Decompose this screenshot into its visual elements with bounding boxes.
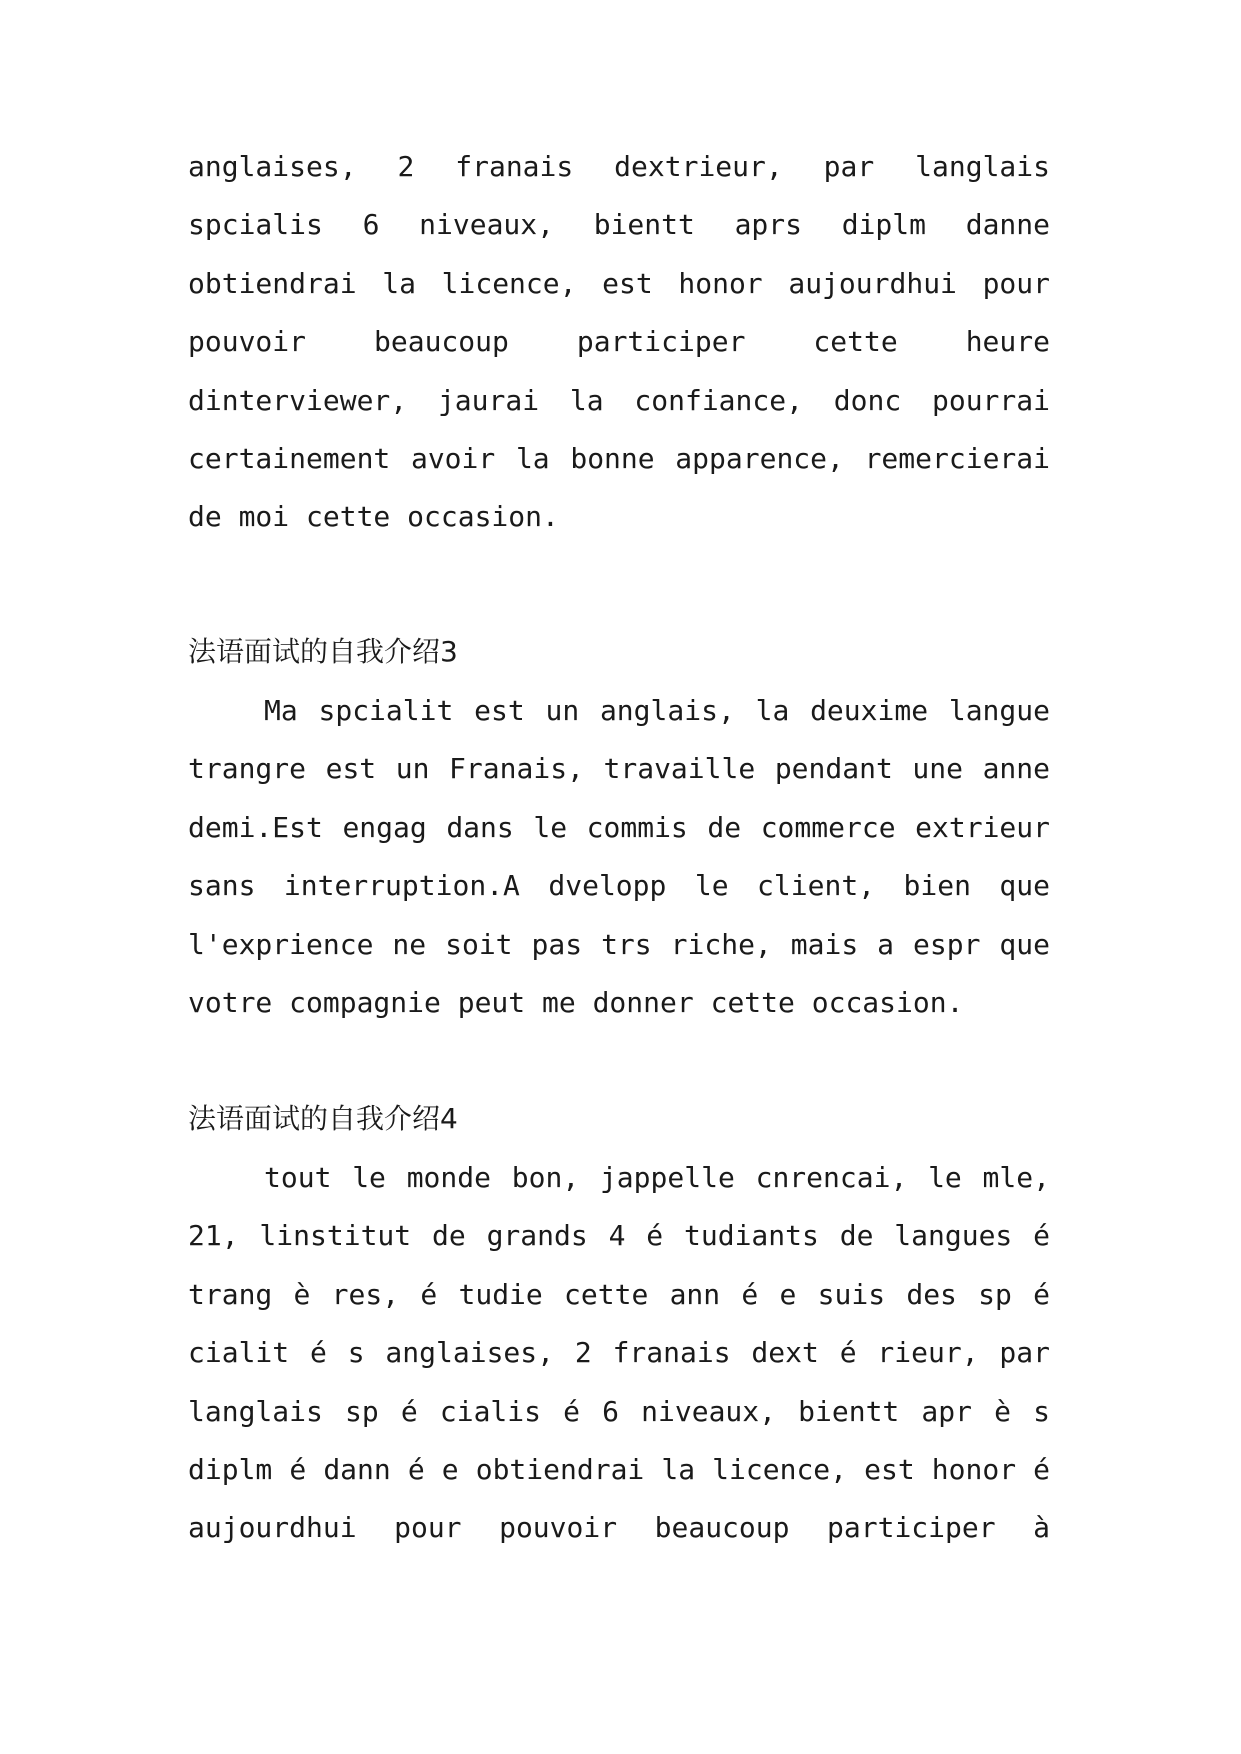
text-line: obtiendrai la licence, est honor aujourdhui pour — [188, 266, 1050, 300]
text-line: pouvoir beaucoup participer cette heure — [188, 325, 1050, 359]
text-line: trangre est un Franais, travaille pendant une anne — [188, 752, 1050, 786]
text-line: dinterviewer, jaurai la confiance, donc pourrai — [188, 383, 1050, 417]
text-line: Ma spcialit est un anglais, la deuxime langue — [264, 694, 1050, 727]
text-line: certainement avoir la bonne apparence, remercierai — [188, 441, 1050, 475]
text-line: trang è res, é tudie cette ann é e suis des sp é — [188, 1277, 1050, 1311]
text-line: aujourdhui pour pouvoir beaucoup participer à — [188, 1511, 1050, 1545]
text-line: langlais sp é cialis é 6 niveaux, bientt apr è s — [188, 1394, 1050, 1428]
text-line: 21, linstitut de grands 4 é tudiants de langues é — [188, 1219, 1050, 1253]
paragraph-block-4 — [188, 1149, 1050, 1558]
text-line: diplm é dann é e obtiendrai la licence, est honor é — [188, 1452, 1050, 1486]
section-heading-4: 法语面试的自我介绍4 — [188, 1102, 458, 1135]
paragraph-block-1 — [188, 138, 1050, 547]
text-line: de moi cette occasion. — [188, 500, 559, 534]
text-line: spcialis 6 niveaux, bientt aprs diplm danne — [188, 208, 1050, 242]
text-line: tout le monde bon, jappelle cnrencai, le mle, — [264, 1161, 1050, 1194]
paragraph-block-3 — [188, 682, 1050, 1032]
text-line: sans interruption.A dvelopp le client, bien que — [188, 869, 1050, 903]
text-line: l'exprience ne soit pas trs riche, mais a espr que — [188, 927, 1050, 961]
text-line: votre compagnie peut me donner cette occasion. — [188, 985, 964, 1019]
section-heading-3: 法语面试的自我介绍3 — [188, 635, 458, 668]
text-line: cialit é s anglaises, 2 franais dext é rieur, par — [188, 1336, 1050, 1370]
text-line: demi.Est engag dans le commis de commerce extrieur — [188, 810, 1050, 844]
text-line: anglaises, 2 franais dextrieur, par langlais — [188, 150, 1050, 183]
